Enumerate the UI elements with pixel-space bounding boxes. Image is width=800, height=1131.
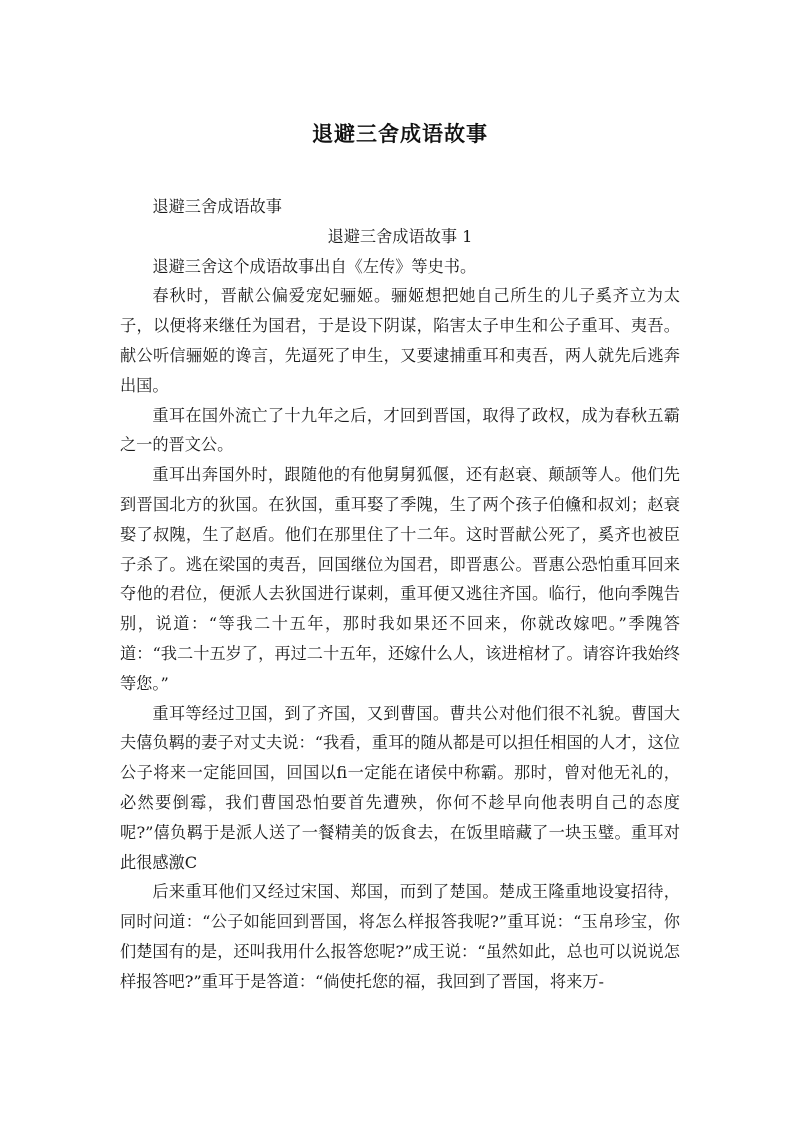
paragraph: 重耳在国外流亡了十九年之后，才回到晋国，取得了政权，成为春秋五霸之一的晋文公。 [120, 405, 680, 455]
document-title: 退避三舍成语故事 [312, 122, 488, 146]
paragraph: 退避三舍这个成语故事出自《左传》等史书。 [152, 256, 477, 276]
paragraph: 后来重耳他们又经过宋国、郑国，而到了楚国。楚成王隆重地设宴招待，同时问道：“公子如能回到晋国，将怎么样报答我呢?”重耳说：“玉帛珍宝，你们楚国有的是，还叫我用什么报答您呢?”成王说：“虽然如此，总也可以说说怎样报答吧?”重耳于是答道：“倘使托您的福，我回到了晋国，将来万- [120, 882, 680, 991]
intro-line: 退避三舍成语故事 [152, 197, 282, 216]
paragraph: 春秋时，晋献公偏爱宠妃骊姬。骊姬想把她自己所生的儿子奚齐立为太子，以便将来继任为国君，于是设下阴谋，陷害太子申生和公子重耳、夷吾。献公听信骊姬的谗言，先逼死了申生，又要逮捕重耳和夷吾，两人就先后逃奔出国。 [120, 286, 680, 395]
paragraph: 重耳出奔国外时，跟随他的有他舅舅狐偃，还有赵衰、颠颉等人。他们先到晋国北方的狄国。在狄国，重耳娶了季隗，生了两个孩子伯儵和叔刘；赵衰娶了叔隗，生了赵盾。他们在那里住了十二年。这时晋献公死了，奚齐也被臣子杀了。逃在梁国的夷吾，回国继位为国君，即晋惠公。晋惠公恐怕重耳回来夺他的君位，便派人去狄国进行谋刺，重耳便又逃往齐国。临行，他向季隗告别，说道：“等我二十五年，那时我如果还不回来，你就改嫁吧。”季隗答道：“我二十五岁了，再过二十五年，还嫁什么人，该进棺材了。请容许我始终等您。” [120, 465, 680, 693]
paragraph: 重耳等经过卫国，到了齐国，又到曹国。曹共公对他们很不礼貌。曹国大夫僖负羁的妻子对丈夫说：“我看，重耳的随从都是可以担任相国的人才，这位公子将来一定能回国，回国以fi一定能在诸侯中称霸。那时，曾对他无礼的，必然要倒霉，我们曹国恐怕要首先遭殃，你何不趁早向他表明自己的态度呢?”僖负羁于是派人送了一餐精美的饭食去，在饭里暗藏了一块玉璧。重耳对此很感激C [120, 703, 680, 872]
document-body [120, 192, 680, 997]
section-heading: 退避三舍成语故事 1 [327, 226, 473, 246]
